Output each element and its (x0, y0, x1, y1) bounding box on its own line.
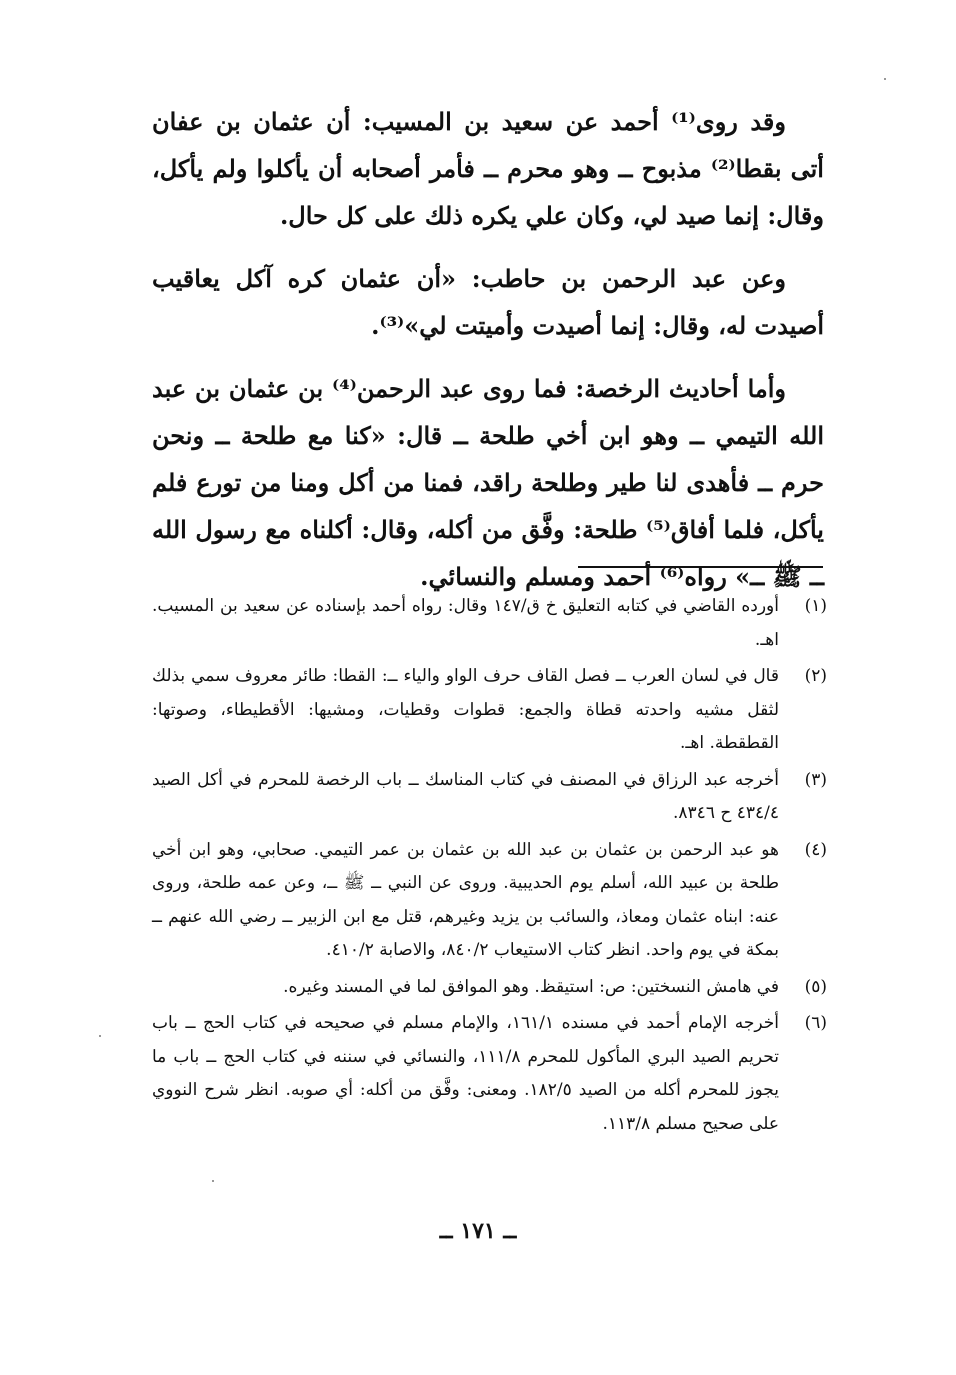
footnote-number: (٥) (804, 976, 827, 997)
scan-speck (884, 78, 886, 80)
footnote-4 (152, 834, 827, 968)
footnote-separator (578, 566, 823, 568)
footnote-5 (152, 971, 827, 1005)
paragraph-3: وأما أحاديث الرخصة: فما روى عبد الرحمن⁽⁴⁾ بن عثمان بن عبد الله التيمي ــ وهو ابن أخي طلحة ــ قال: «كنا مع طلحة ــ ونحن حرم ــ فأهدى لنا طير وطلحة راقد، فمنا من أكل ومنا من تورع فلم يأكل، فلما أفاق⁽⁵⁾ طلحة: وفَّق من أكله، وقال: أكلناه مع رسول الله ــ ﷺ ــ» رواه⁽⁶⁾ أحمد ومسلم والنسائي. (152, 374, 824, 591)
footnote-text: أخرجه الإمام أحمد في مسنده ١٦١/١، والإمام مسلم في صحيحه في كتاب الحج ــ باب تحريم الصيد البري المأكول للمحرم ١١١/٨، والنسائي في سننه في كتاب الحج ــ باب ما يجوز للمحرم أكله من الصيد ١٨٢/٥. ومعنى: وفَّق من أكله: أي صوبه. انظر شرح النووي على صحيح مسلم ١١٣/٨. (152, 1013, 780, 1134)
footnote-number: (٢) (804, 666, 827, 686)
scan-speck (99, 1035, 101, 1037)
footnote-text: في هامش النسختين: ص: استيقظ. وهو الموافق لما في المسند وغيره. (283, 976, 779, 997)
footnote-text: أخرجه عبد الرزاق في المصنف في كتاب المناسك ــ باب الرخصة للمحرم في أكل الصيد ٤٣٤/٤ ح ٨٣٤٦. (152, 769, 779, 823)
scan-speck (212, 1180, 214, 1182)
paragraph-2: وعن عبد الرحمن بن حاطب: «أن عثمان كره آكل يعاقيب أصيدت له، وقال: إنما أصيدت وأميتت لي»⁽³⁾. (152, 264, 824, 340)
footnote-6 (152, 1007, 827, 1141)
footnote-number: (٤) (804, 839, 827, 860)
footnote-number: (٦) (804, 1013, 827, 1033)
footnote-2 (152, 660, 827, 761)
paragraph-1: وقد روى⁽¹⁾ أحمد عن سعيد بن المسيب: أن عثمان بن عفان أتى بقطا⁽²⁾ مذبوح ــ وهو محرم ــ فأمر أصحابه أن يأكلوا ولم يأكل، وقال: إنما صيد لي، وكان علي يكره ذلك على كل حال. (152, 107, 824, 230)
main-text (152, 98, 824, 616)
page-number: ــ ١٧١ ــ (439, 1218, 517, 1244)
footnote-text: هو عبد الرحمن بن عثمان بن عبد الله بن عثمان بن عمر التيمي. صحابي، وهو ابن أخي طلحة بن عبيد الله، أسلم يوم الحديبية. وروى عن النبي ــ ﷺ ــ، وعن عمه طلحة، وروى عنه: ابناه عثمان ومعاذ، والسائب بن يزيد وغيرهم، قتل مع ابن الزبير ــ رضي الله عنهم ــ بمكة في يوم واحد. انظر كتاب الاستيعاب ٨٤٠/٢، والاصابة ٤١٠/٢. (152, 839, 779, 960)
footnote-1 (152, 590, 827, 657)
footnote-number: (٣) (804, 769, 827, 790)
footnote-text: قال في لسان العرب ــ فصل القاف حرف الواو والياء ــ: القطا: طائر معروف سمي بذلك لثقل مشيه واحدته قطاة والجمع: قطوات وقطيات، ومشيها: الأقطيطاء، وصوتها: القطقطة. اهـ. (152, 666, 779, 753)
footnotes (152, 590, 827, 1144)
footnote-number: (١) (804, 596, 827, 616)
footnote-3 (152, 764, 827, 831)
footnote-text: أورده القاضي في كتابه التعليق خ ق/١٤٧ وقال: رواه أحمد بإسناده عن سعيد بن المسيب. اهـ. (152, 596, 779, 650)
